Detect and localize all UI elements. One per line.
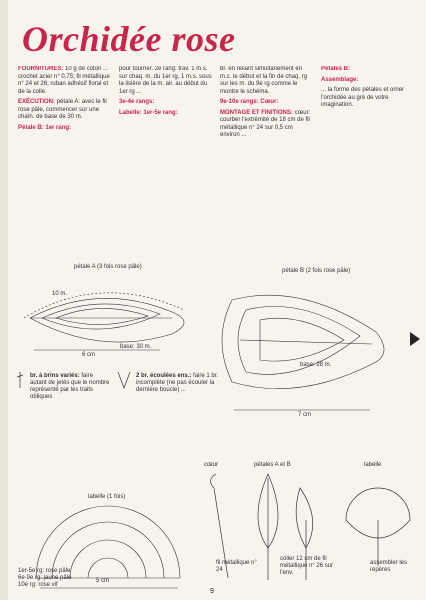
col2-paragraph: pour tourner. 2e rang: trav. 1 m.s. sur chaq. m. du 1er rg, 1 m.s. sous la lisière de la m. air. au début du 1er rg ... bbox=[119, 66, 212, 95]
rangs1-5-heading: 1er-5e rang: bbox=[143, 109, 178, 116]
petales-b-heading: Pétales B: bbox=[321, 66, 351, 72]
dim-c-label: 5 cm bbox=[96, 578, 110, 584]
rang1-heading: 1er rang: bbox=[45, 124, 72, 131]
fournitures-text: 10 g de coton ... crochet acier n° 0,75; fil métallique n° 24 et 26; ruban adhésif floral et de la colle. bbox=[18, 66, 110, 95]
execution-heading: EXÉCUTION: bbox=[18, 99, 56, 105]
page-number: 9 bbox=[210, 588, 214, 595]
petales-ab-label: pétales A et B bbox=[254, 462, 291, 468]
petale-b-heading: Pétale B: bbox=[18, 124, 44, 131]
col4-end-text: ... la forme des pétales et orner l'orchidée au gré de votre imagination. bbox=[321, 87, 405, 108]
montage-text: cœur: courber l'extrémité de 18 cm de fil métallique n° 24 sur 0,5 cm environ ... bbox=[220, 109, 311, 138]
legend-pbr-heading: 2 br. écoulées ens.: bbox=[136, 373, 192, 379]
legend-pbr-text: faire 1 br. incomplète (ne pas écouler la dernière boucle) ... bbox=[136, 373, 219, 393]
rangs3-4-heading: 3e-4e rangs: bbox=[119, 99, 155, 105]
rangs9-10-heading: 9e-10e rangs: bbox=[220, 99, 259, 105]
assemble-label: assembler les repères bbox=[370, 560, 408, 573]
assemblage-heading: Assemblage: bbox=[321, 76, 359, 83]
rows-legend-2: 6e-9e rg: jaune pâle bbox=[18, 575, 72, 581]
fournitures-heading: FOURNITURES: bbox=[18, 66, 64, 72]
fil-b-label: coller 12 cm de fil métallique n° 26 sur l'env. bbox=[280, 556, 334, 576]
execution-a-text: pétale A: avec le fil rose pâle, commencer sur une chaîn. de base de 30 m. bbox=[18, 99, 107, 120]
dim-b-label: 7 cm bbox=[298, 412, 312, 418]
labelle-title: labelle (1 fois) bbox=[88, 494, 126, 500]
petale-b-title: pétale B (2 fois rose pâle) bbox=[282, 268, 351, 274]
legend-pbr bbox=[136, 373, 226, 394]
rows-legend-1: 1er-5e rg: rose pâle bbox=[18, 568, 71, 574]
base-a-label: base: 30 m. bbox=[120, 344, 152, 350]
rows-legend-3: 10e rg: rose vif bbox=[18, 582, 58, 588]
legend-br-text: faire autant de jetés que le nombre représenté par les traits obliques bbox=[30, 373, 110, 400]
petale-a-title: pétale A (3 fois rose pâle) bbox=[74, 264, 142, 270]
coeur-heading: Cœur: bbox=[260, 99, 279, 105]
base-b-label: base: 28 m. bbox=[300, 362, 332, 368]
petale-a-diagram bbox=[24, 293, 184, 350]
next-page-arrow-icon[interactable] bbox=[410, 332, 420, 346]
fil-a-label: fil métallique n° 24 bbox=[216, 560, 257, 573]
petale-b-diagram bbox=[222, 295, 384, 410]
montage-heading: MONTAGE ET FINITIONS: bbox=[220, 109, 293, 116]
col3-paragraph: br. en reliant simultanément en m.c. le début et la fin de chaq. rg sur les m. du 9e rg comme le montre le schéma. bbox=[220, 66, 308, 95]
ten-m-label: 10 m. bbox=[52, 291, 68, 297]
rows-legend bbox=[18, 568, 71, 589]
dim-a-label: 6 cm bbox=[82, 352, 96, 358]
legend-br bbox=[30, 373, 110, 401]
page-title: Orchidée rose bbox=[22, 19, 236, 59]
labelle-small-label: labelle bbox=[364, 462, 382, 468]
legend-br-heading: br. à brins variés: bbox=[30, 373, 80, 379]
coeur-label: cœur bbox=[204, 462, 218, 468]
labelle-heading: Labelle: bbox=[119, 109, 142, 116]
